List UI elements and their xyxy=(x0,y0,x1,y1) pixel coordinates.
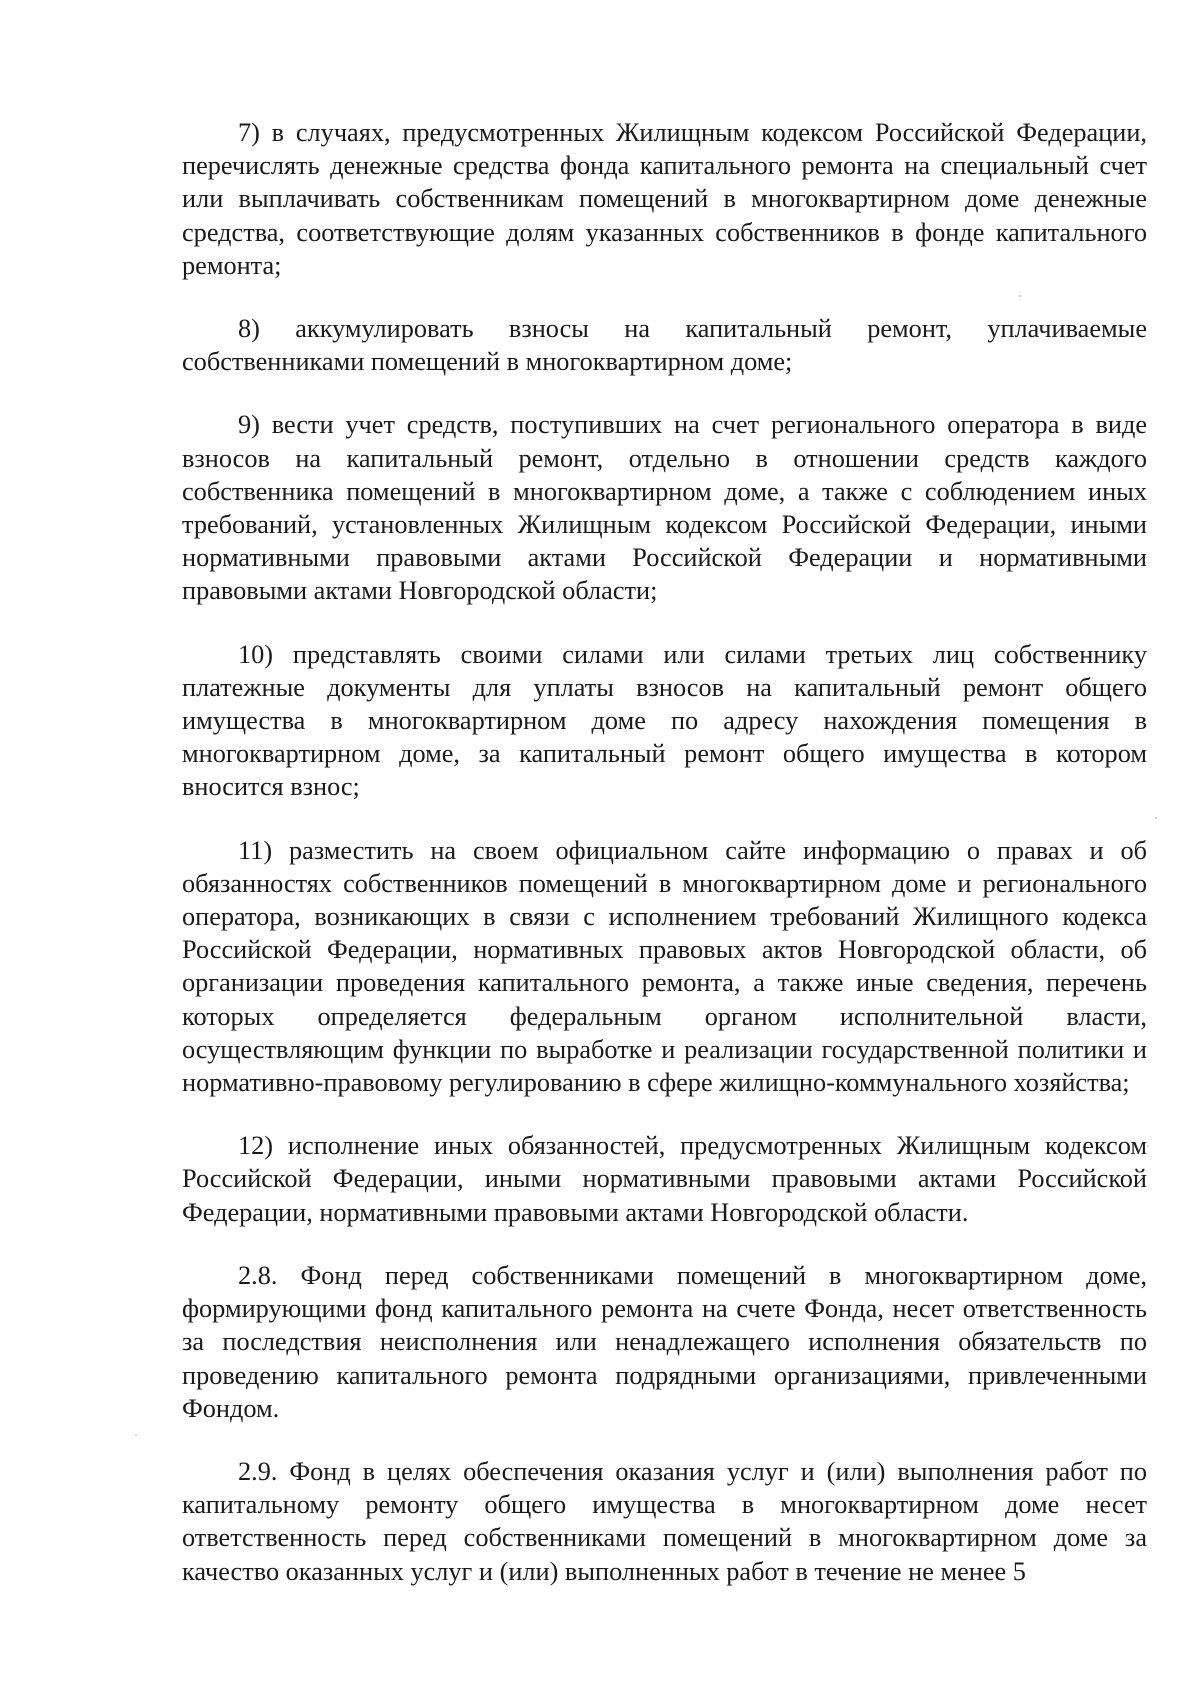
scan-speck xyxy=(135,1434,137,1436)
paragraph-item-9: 9) вести учет средств, поступивших на счет регионального оператора в виде взносов на капитальный ремонт, отдельно в отношении средств каждого собственника помещений в многоквартирном доме, а также с соблюдением иных требований, установленных Жилищным кодексом Российской Федерации, иными нормативными правовыми актами Российской Федерации и нормативными правовыми актами Новгородской области; xyxy=(182,410,1147,606)
scan-speck xyxy=(1155,817,1157,819)
paragraph-section-2-9: 2.9. Фонд в целях обеспечения оказания услуг и (или) выполнения работ по капитальному ремонту общего имущества в многоквартирном доме несет ответственность перед собственниками помещений в многоквартирном доме за качество оказанных услуг и (или) выполненных работ в течение не менее 5 xyxy=(182,1456,1147,1586)
paragraph-item-11: 11) разместить на своем официальном сайте информацию о правах и об обязанностях собственников помещений в многоквартирном доме и регионального оператора, возникающих в связи с исполнением требований Жилищного кодекса Российской Федерации, нормативных правовых актов Новгородской области, об организации проведения капитального ремонта, а также иные сведения, перечень которых определяется федеральным органом исполнительной власти, осуществляющим функции по выработке и реализации государственной политики и нормативно-правовому регулированию в сфере жилищно-коммунального хозяйства; xyxy=(182,835,1147,1098)
paragraph-item-10: 10) представлять своими силами или силами третьих лиц собственнику платежные документы для уплаты взносов на капитальный ремонт общего имущества в многоквартирном доме по адресу нахождения помещения в многоквартирном доме, за капитальный ремонт общего имущества в котором вносится взнос; xyxy=(182,639,1147,802)
scan-speck xyxy=(1147,1145,1149,1147)
document-body xyxy=(182,116,1147,1588)
paragraph-section-2-8: 2.8. Фонд перед собственниками помещений в многоквартирном доме, формирующими фонд капитального ремонта на счете Фонда, несет ответственность за последствия неисполнения или ненадлежащего исполнения обязательств по проведению капитального ремонта подрядными организациями, привлеченными Фондом. xyxy=(182,1260,1147,1423)
paragraph-item-7: 7) в случаях, предусмотренных Жилищным кодексом Российской Федерации, перечислять денежные средства фонда капитального ремонта на специальный счет или выплачивать собственникам помещений в многоквартирном доме денежные средства, соответствующие долям указанных собственников в фонде капитального ремонта; xyxy=(182,118,1147,280)
paragraph-item-12: 12) исполнение иных обязанностей, предусмотренных Жилищным кодексом Российской Федерации, иными нормативными правовыми актами Российской Федерации, нормативными правовыми актами Новгородской области. xyxy=(182,1131,1147,1227)
paragraph-item-8: 8) аккумулировать взносы на капитальный ремонт, уплачиваемые собственниками помещений в многоквартирном доме; xyxy=(182,314,1147,377)
